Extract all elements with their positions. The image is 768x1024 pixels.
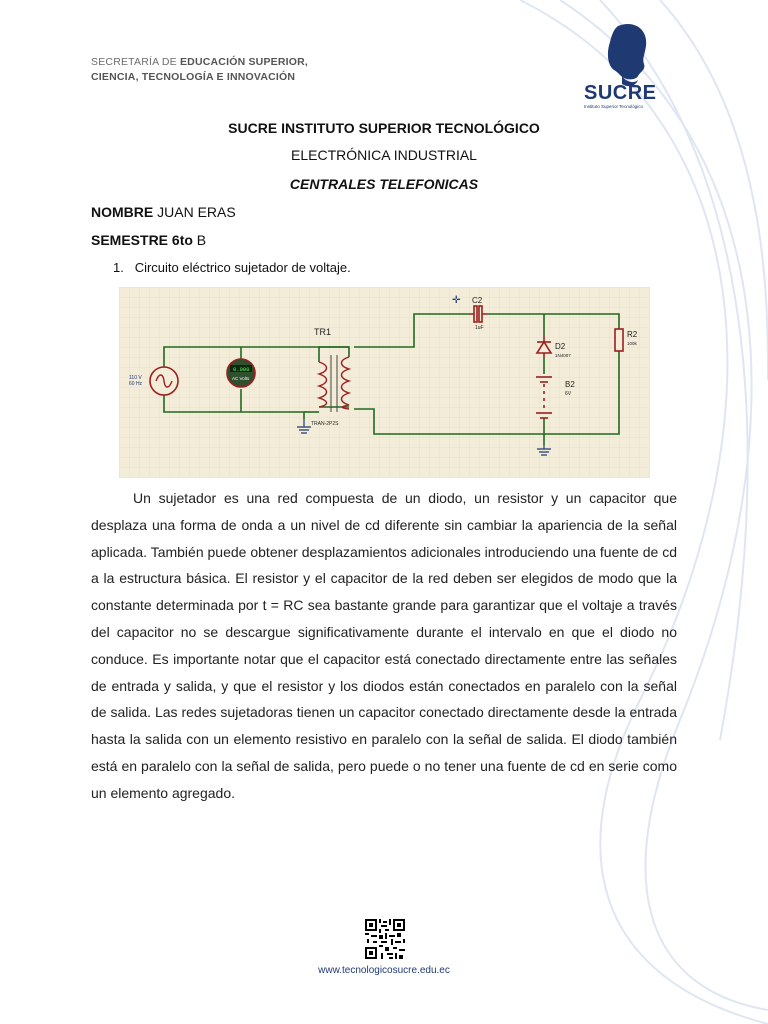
voltmeter-display: 0.000 bbox=[233, 366, 250, 373]
source-label-voltage: 110 V bbox=[129, 375, 142, 381]
transformer-part: TRAN-2P2S bbox=[311, 421, 339, 427]
list-number: 1. bbox=[113, 260, 124, 275]
list-item bbox=[113, 260, 351, 275]
circuit-diagram bbox=[119, 287, 650, 478]
voltmeter-label: AC Volts bbox=[232, 376, 250, 381]
list-text: Circuito eléctrico sujetador de voltaje. bbox=[134, 260, 351, 275]
qr-code-icon bbox=[365, 919, 405, 959]
source-label-frequency: 60 Hz bbox=[129, 381, 143, 387]
semester-field bbox=[91, 232, 206, 248]
secretaria-prefix: SECRETARÍA DE bbox=[91, 56, 177, 68]
resistor-label: R2 bbox=[627, 330, 638, 339]
voltmeter-icon bbox=[227, 359, 255, 387]
semester-label: SEMESTRE 6to bbox=[91, 232, 193, 248]
program-title: ELECTRÓNICA INDUSTRIAL bbox=[291, 147, 477, 163]
resistor-icon bbox=[615, 329, 623, 351]
name-field bbox=[91, 204, 236, 220]
capacitor-label: C2 bbox=[472, 296, 483, 305]
logo-wordmark: SUCRE bbox=[584, 82, 657, 104]
secretaria-line2: CIENCIA, TECNOLOGÍA E INNOVACIÓN bbox=[91, 71, 296, 83]
resistor-value: 100k bbox=[627, 341, 637, 346]
capacitor-value: 1uF bbox=[475, 325, 484, 331]
secretaria-heading bbox=[91, 55, 308, 85]
body-paragraph-text: Un sujetador es una red compuesta de un diodo, un resistor y un capacitor que desplaza una forma de onda a un nivel de cd diferente sin cambiar la apariencia de la señal aplicada. También puede obtener desplazamientos adicionales introduciendo una fuente de cd a la estructura básica. El resistor y el capacitor de la red deben ser elegidos de modo que la constante determinada por t = RC sea bastante grande para garantizar que el voltaje a través del capacitor no se descargue significativamente durante el intervalo en que el diodo no conduce. Es importante notar que el capacitor está conectado directamente entre las señales de entrada y salida, y que el resistor y los diodos están conectados en paralelo con la señal de salida. Las redes sujetadoras tienen un capacitor conectado directamente desde la entrada hasta la salida con un elemento resistivo en paralelo con la señal de salida. El diodo también está en paralelo con la señal de salida, pero puede o no tener una fuente de cd en serie como un elemento agregado. bbox=[91, 490, 677, 801]
logo-subtitle: Instituto Superior Tecnológico bbox=[584, 104, 643, 109]
institute-title: SUCRE INSTITUTO SUPERIOR TECNOLÓGICO bbox=[228, 120, 540, 136]
semester-value: B bbox=[196, 232, 207, 248]
name-value: JUAN ERAS bbox=[157, 204, 236, 220]
body-paragraph bbox=[91, 485, 677, 807]
subject-title: CENTRALES TELEFONICAS bbox=[289, 176, 479, 192]
footer-url[interactable]: www.tecnologicosucre.edu.ec bbox=[318, 965, 450, 976]
diode-label: D2 bbox=[555, 342, 566, 351]
cursor-icon: ✛ bbox=[452, 295, 461, 306]
diode-part: 1N4007 bbox=[555, 353, 571, 358]
battery-label: B2 bbox=[565, 380, 575, 389]
transformer-label: TR1 bbox=[314, 327, 332, 337]
name-label: NOMBRE bbox=[91, 204, 154, 220]
secretaria-line1: EDUCACIÓN SUPERIOR, bbox=[179, 56, 309, 68]
battery-value: 6V bbox=[565, 391, 572, 397]
